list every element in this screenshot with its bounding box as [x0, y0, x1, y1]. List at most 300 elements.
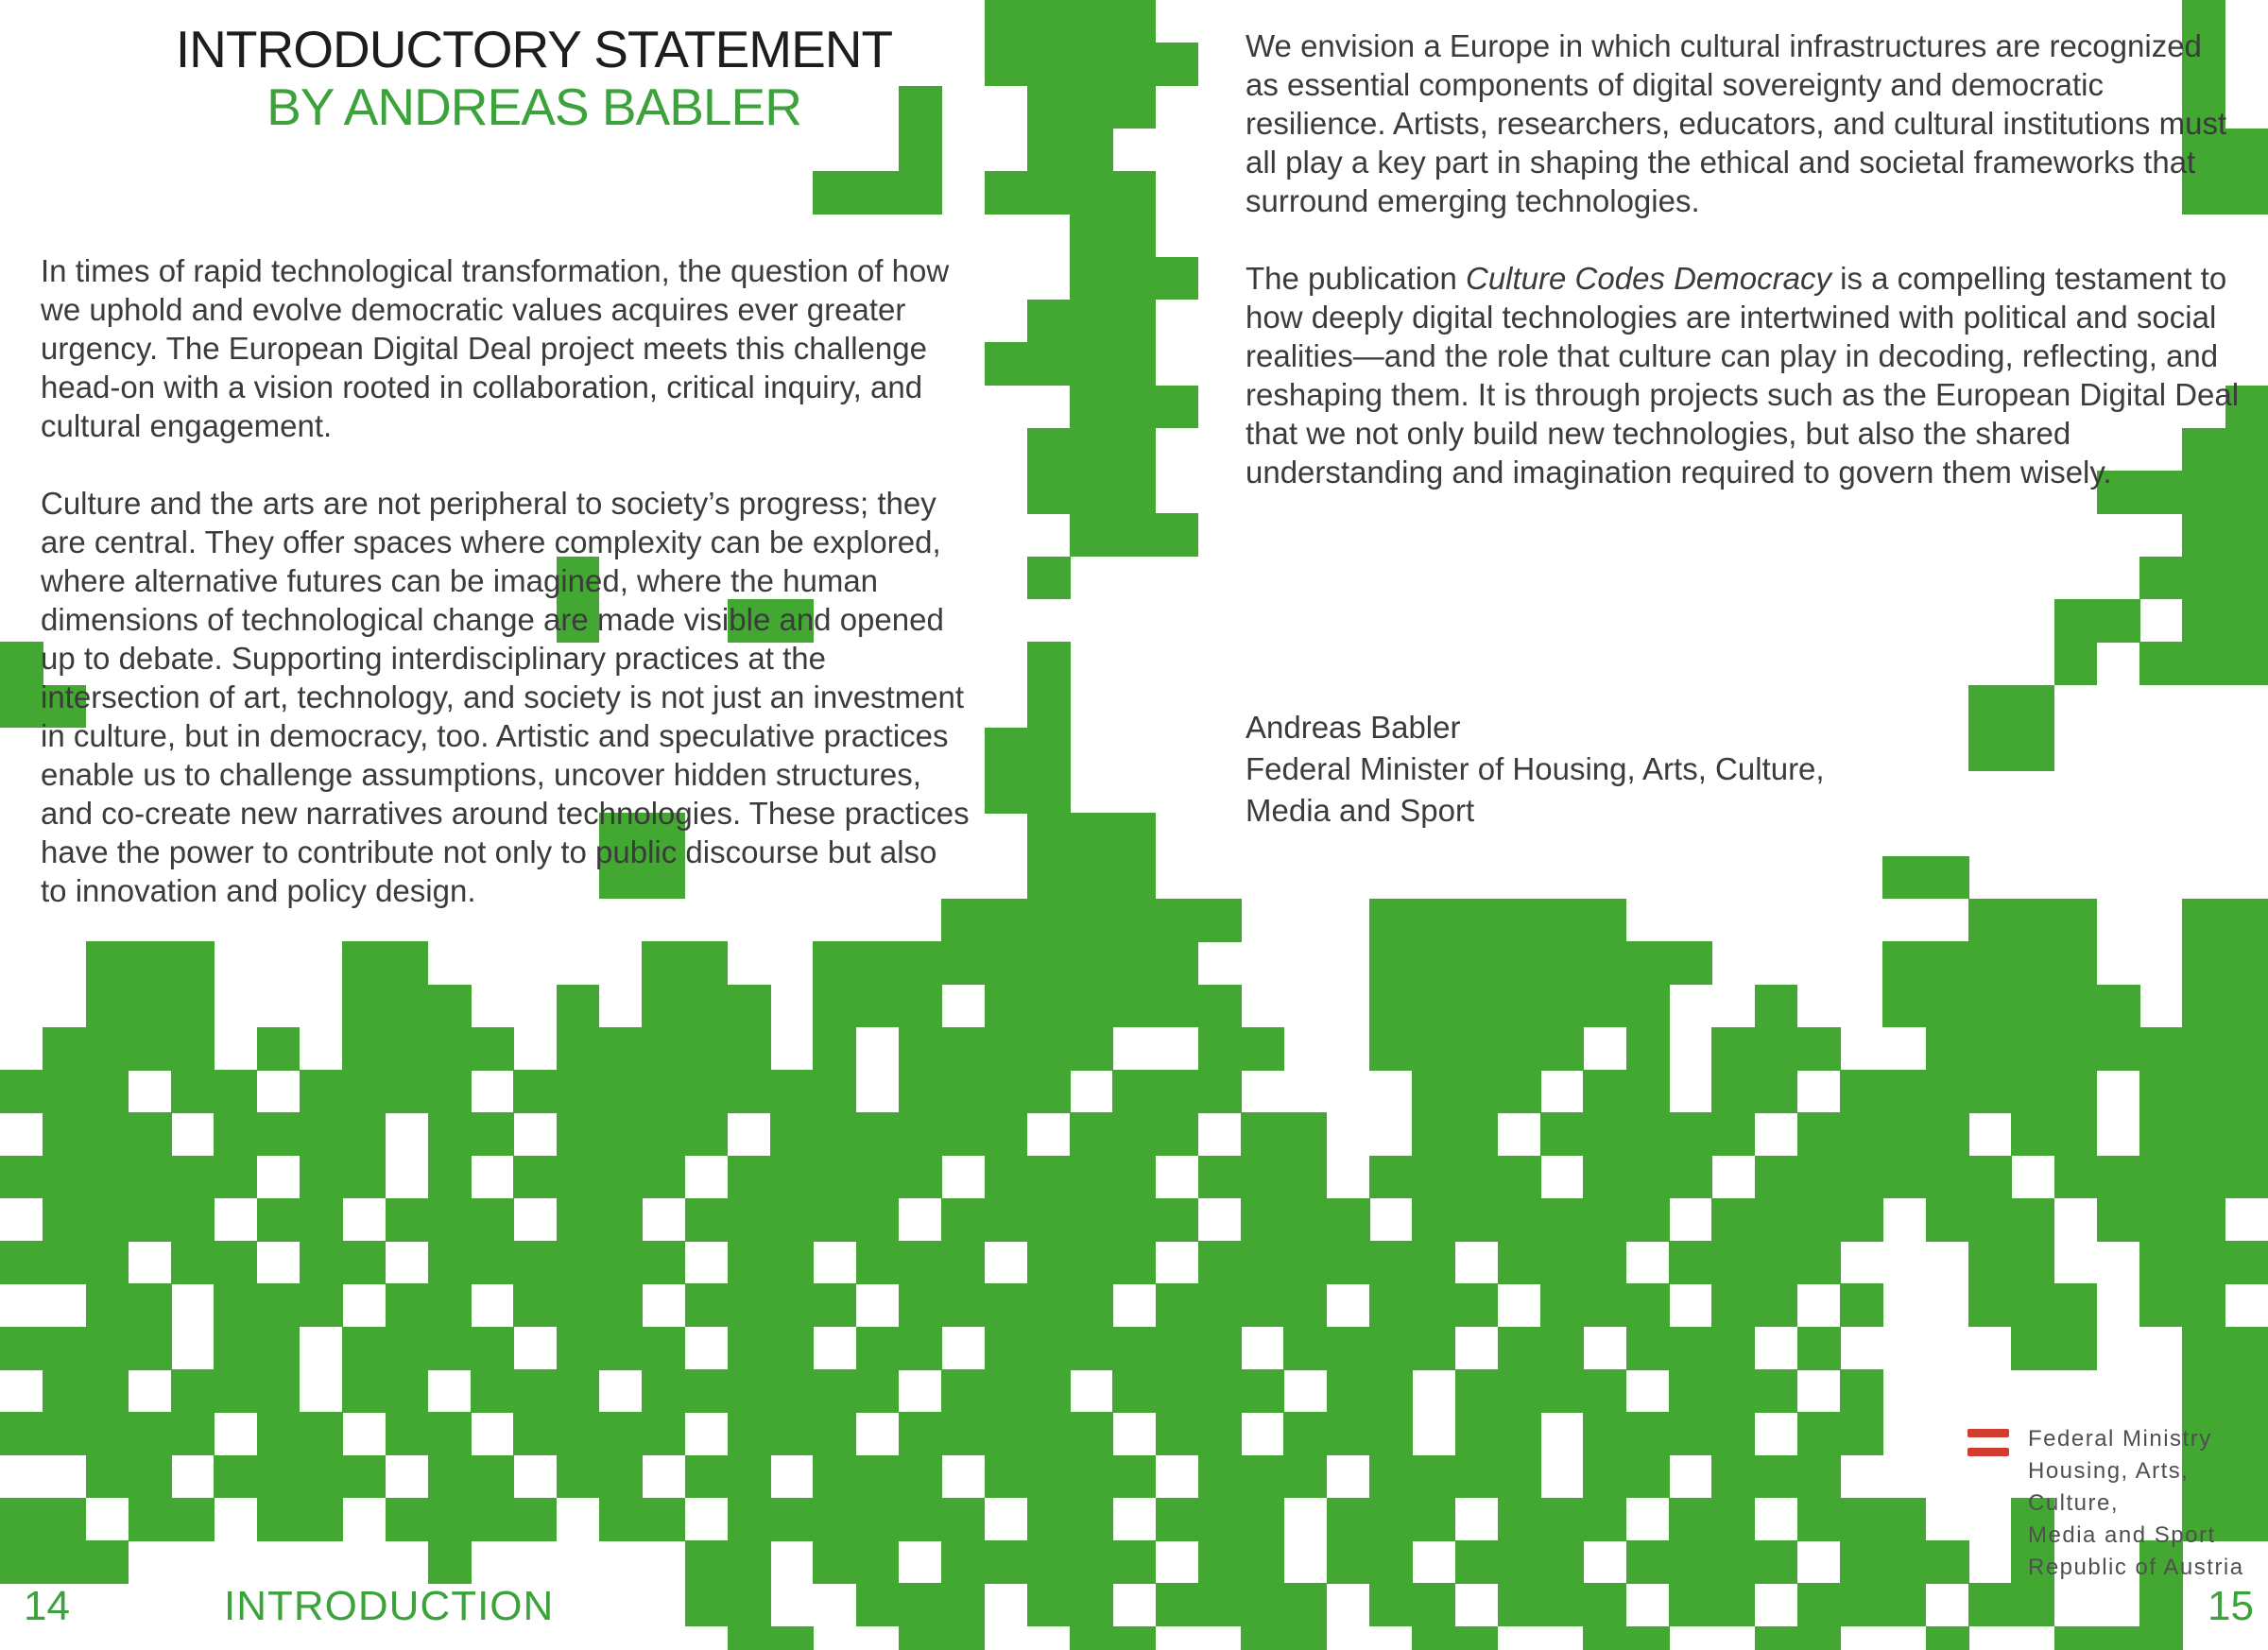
pattern-cell [941, 1583, 985, 1626]
signature-block [1246, 707, 2096, 832]
pattern-cell [300, 1241, 343, 1284]
pattern-cell [1283, 1626, 1327, 1650]
pattern-cell [1412, 985, 1455, 1028]
pattern-cell [1583, 1626, 1626, 1650]
pattern-cell [129, 1198, 172, 1242]
pattern-cell [1070, 1283, 1113, 1327]
pattern-cell [1027, 685, 1071, 729]
pattern-cell [43, 1327, 86, 1370]
pattern-cell [2054, 941, 2098, 985]
pattern-cell [1070, 813, 1113, 856]
pattern-cell [300, 1412, 343, 1455]
pattern-cell [899, 1455, 942, 1499]
pattern-cell [0, 1498, 43, 1541]
pattern-cell [214, 1070, 257, 1113]
pattern-cell [1455, 941, 1499, 985]
pattern-cell [685, 1455, 729, 1499]
right-column-text [1246, 26, 2242, 530]
pattern-cell [2139, 1283, 2183, 1327]
pattern-cell [1241, 1498, 1284, 1541]
pattern-cell [2139, 1070, 2183, 1113]
pattern-cell [557, 1369, 600, 1413]
pattern-cell [899, 1027, 942, 1071]
pattern-cell [342, 1070, 386, 1113]
pattern-cell [1027, 171, 1071, 215]
pattern-cell [1156, 1369, 1199, 1413]
pattern-cell [1498, 1540, 1541, 1584]
pattern-cell [728, 1327, 771, 1370]
pattern-cell [129, 1455, 172, 1499]
pattern-cell [1369, 1283, 1413, 1327]
pattern-cell [2097, 985, 2140, 1028]
pattern-cell [2011, 941, 2054, 985]
pattern-cell [1369, 1027, 1413, 1071]
pattern-cell [1156, 985, 1199, 1028]
pattern-cell [899, 1583, 942, 1626]
pattern-cell [386, 1369, 429, 1413]
pattern-cell [1027, 86, 1071, 129]
pattern-cell [941, 1369, 985, 1413]
pattern-cell [257, 1027, 301, 1071]
pattern-cell [1070, 86, 1113, 129]
pattern-cell [428, 1070, 472, 1113]
pattern-cell [813, 1156, 856, 1199]
pattern-cell [1797, 1412, 1841, 1455]
intro-paragraph-1: In times of rapid technological transformation, the question of how we uphold and evolve democratic values acquires ever greater urgency. The European Digital Deal project meets this challenge head-on with a vision rooted in collaboration, critical inquiry, and cultural engagement. [41, 253, 950, 443]
pattern-cell [985, 1156, 1028, 1199]
pattern-cell [43, 1540, 86, 1584]
pattern-cell [1412, 1070, 1455, 1113]
pattern-cell [86, 1198, 129, 1242]
pattern-cell [856, 1583, 900, 1626]
pattern-cell [642, 1327, 685, 1370]
pattern-cell [1797, 1241, 1841, 1284]
pattern-cell [1070, 899, 1113, 942]
pattern-cell [1027, 856, 1071, 900]
pattern-cell [214, 1369, 257, 1413]
pattern-cell [1755, 1070, 1798, 1113]
pattern-cell [985, 1283, 1028, 1327]
pattern-cell [2054, 1626, 2098, 1650]
pattern-cell [257, 1112, 301, 1156]
pattern-cell [86, 1027, 129, 1071]
pattern-cell [1369, 941, 1413, 985]
pattern-cell [1112, 43, 1156, 86]
ministry-line2: Housing, Arts, Culture, [2028, 1458, 2190, 1516]
pattern-cell [557, 1198, 600, 1242]
pattern-cell [86, 1241, 129, 1284]
pattern-cell [642, 1241, 685, 1284]
pattern-cell [1070, 171, 1113, 215]
pattern-cell [1583, 941, 1626, 985]
pattern-cell [985, 1369, 1028, 1413]
pattern-cell [1968, 1198, 2012, 1242]
pattern-cell [428, 1498, 472, 1541]
pattern-cell [1711, 1327, 1755, 1370]
pattern-cell [1198, 1455, 1242, 1499]
pattern-cell [1540, 1198, 1584, 1242]
pattern-cell [728, 1283, 771, 1327]
pattern-cell [43, 1156, 86, 1199]
pattern-cell [1498, 1498, 1541, 1541]
pattern-cell [985, 728, 1028, 771]
pattern-cell [1455, 1070, 1499, 1113]
pattern-cell [2097, 1626, 2140, 1650]
pattern-cell [899, 1327, 942, 1370]
pattern-cell [1198, 985, 1242, 1028]
pattern-cell [599, 1070, 643, 1113]
pattern-cell [1412, 1027, 1455, 1071]
pattern-cell [1412, 1626, 1455, 1650]
pattern-cell [1540, 1241, 1584, 1284]
pattern-cell [1626, 1283, 1670, 1327]
pattern-cell [2011, 1283, 2054, 1327]
pattern-cell [471, 1498, 514, 1541]
pattern-cell [813, 1283, 856, 1327]
pattern-cell [43, 1412, 86, 1455]
pattern-cell [2225, 1027, 2268, 1071]
pattern-cell [1027, 941, 1071, 985]
pattern-cell [428, 1112, 472, 1156]
pattern-cell [1241, 1455, 1284, 1499]
section-label: INTRODUCTION [224, 1583, 555, 1629]
pattern-cell [1156, 1070, 1199, 1113]
pattern-cell [86, 1112, 129, 1156]
pattern-cell [1241, 1583, 1284, 1626]
pattern-cell [2054, 1283, 2098, 1327]
pattern-cell [2011, 1070, 2054, 1113]
pattern-cell [985, 1327, 1028, 1370]
pattern-cell [813, 1070, 856, 1113]
ministry-logo [1967, 1423, 2251, 1584]
pattern-cell [0, 642, 43, 685]
pattern-cell [2225, 557, 2268, 600]
pattern-cell [941, 1241, 985, 1284]
pattern-cell [985, 941, 1028, 985]
pattern-cell [1027, 1070, 1071, 1113]
pattern-cell [2054, 1027, 2098, 1071]
pattern-cell [813, 985, 856, 1028]
pattern-cell [1070, 129, 1113, 172]
pattern-cell [1882, 1112, 1926, 1156]
pattern-cell [171, 1498, 215, 1541]
pattern-cell [1027, 1583, 1071, 1626]
pattern-cell [214, 1112, 257, 1156]
pattern-cell [1156, 386, 1199, 429]
pattern-cell [1027, 985, 1071, 1028]
pattern-cell [1755, 1455, 1798, 1499]
pattern-cell [300, 1198, 343, 1242]
pattern-cell [1455, 985, 1499, 1028]
pattern-cell [342, 1241, 386, 1284]
pattern-cell [1198, 1327, 1242, 1370]
pattern-cell [1797, 1156, 1841, 1199]
pattern-cell [899, 1283, 942, 1327]
pattern-cell [1755, 1540, 1798, 1584]
pattern-cell [856, 985, 900, 1028]
pattern-cell [1755, 1626, 1798, 1650]
pattern-cell [1926, 1112, 1969, 1156]
pattern-cell [1455, 1156, 1499, 1199]
pattern-cell [1027, 813, 1071, 856]
pattern-cell [599, 1156, 643, 1199]
ministry-line4: Republic of Austria [2028, 1555, 2244, 1580]
pattern-cell [770, 1241, 814, 1284]
pattern-cell [813, 1498, 856, 1541]
left-column-text [41, 251, 971, 949]
pattern-cell [1283, 1583, 1327, 1626]
pattern-cell [770, 1626, 814, 1650]
pattern-cell [685, 1583, 729, 1626]
pattern-cell [728, 1626, 771, 1650]
pattern-cell [2225, 941, 2268, 985]
pattern-cell [1926, 856, 1969, 900]
pattern-cell [941, 1112, 985, 1156]
pattern-cell [1283, 1112, 1327, 1156]
pattern-cell [1797, 1112, 1841, 1156]
pattern-cell [770, 1112, 814, 1156]
pattern-cell [43, 1027, 86, 1071]
pattern-cell [557, 1070, 600, 1113]
pattern-cell [1926, 1027, 1969, 1071]
pattern-cell [1669, 1369, 1712, 1413]
pattern-cell [985, 1412, 1028, 1455]
pattern-cell [985, 985, 1028, 1028]
pattern-cell [899, 1498, 942, 1541]
pattern-cell [43, 1241, 86, 1284]
pattern-cell [0, 1241, 43, 1284]
pattern-cell [1283, 1198, 1327, 1242]
pattern-cell [599, 1198, 643, 1242]
pattern-cell [770, 1327, 814, 1370]
pattern-cell [1840, 1283, 1883, 1327]
pattern-cell [685, 1283, 729, 1327]
pattern-cell [599, 1498, 643, 1541]
pattern-cell [1027, 1198, 1071, 1242]
austrian-flag-icon [1967, 1429, 2009, 1457]
pattern-cell [813, 1027, 856, 1071]
pattern-cell [2139, 1156, 2183, 1199]
pattern-cell [985, 899, 1028, 942]
pattern-cell [1027, 1027, 1071, 1071]
pattern-cell [257, 1283, 301, 1327]
pattern-cell [1711, 1027, 1755, 1071]
pattern-cell [1412, 1283, 1455, 1327]
pattern-cell [513, 1241, 557, 1284]
pattern-cell [1669, 1412, 1712, 1455]
pattern-cell [386, 1198, 429, 1242]
pattern-cell [129, 1027, 172, 1071]
pattern-cell [1540, 1112, 1584, 1156]
pattern-cell [1540, 941, 1584, 985]
pattern-cell [557, 1283, 600, 1327]
pattern-cell [1283, 1412, 1327, 1455]
pattern-cell [728, 985, 771, 1028]
pattern-cell [2225, 1070, 2268, 1113]
pattern-cell [214, 1455, 257, 1499]
pattern-cell [642, 1027, 685, 1071]
pattern-cell [1369, 1156, 1413, 1199]
pattern-cell [386, 1070, 429, 1113]
pattern-cell [2139, 1112, 2183, 1156]
pattern-cell [1327, 1498, 1370, 1541]
pattern-cell [428, 1455, 472, 1499]
pattern-cell [1241, 1540, 1284, 1584]
pattern-cell [2054, 899, 2098, 942]
pattern-cell [0, 685, 43, 729]
pattern-cell [1112, 471, 1156, 514]
pattern-cell [43, 1070, 86, 1113]
pattern-cell [0, 1070, 43, 1113]
pattern-cell [1070, 1498, 1113, 1541]
pattern-cell [1412, 1327, 1455, 1370]
pattern-cell [2139, 1241, 2183, 1284]
pattern-cell [856, 1540, 900, 1584]
pattern-cell [1498, 1455, 1541, 1499]
pattern-cell [171, 1070, 215, 1113]
pattern-cell [342, 1369, 386, 1413]
pattern-cell [2054, 1112, 2098, 1156]
pattern-cell [770, 1498, 814, 1541]
pattern-cell [171, 1412, 215, 1455]
pattern-cell [257, 1327, 301, 1370]
pattern-cell [1540, 1583, 1584, 1626]
pattern-cell [1626, 1070, 1670, 1113]
pattern-cell [43, 1112, 86, 1156]
pattern-cell [813, 171, 856, 215]
pattern-cell [2097, 1027, 2140, 1071]
pattern-cell [2225, 1241, 2268, 1284]
pattern-cell [1156, 257, 1199, 301]
statement-paragraph-1: We envision a Europe in which cultural infrastructures are recognized as essential components of digital sovereignty and democratic resilience. Artists, researchers, educators, and cultural institutions must all play a key part in shaping the ethical and societal frameworks that surround emerging technologies. [1246, 28, 2227, 218]
pattern-cell [1755, 985, 1798, 1028]
pattern-cell [1369, 1540, 1413, 1584]
pattern-cell [1241, 1241, 1284, 1284]
pattern-cell [899, 1626, 942, 1650]
pattern-cell [1112, 257, 1156, 301]
pattern-cell [1027, 1455, 1071, 1499]
pattern-cell [985, 1198, 1028, 1242]
pattern-cell [86, 1327, 129, 1370]
pattern-cell [941, 1027, 985, 1071]
pattern-cell [129, 1498, 172, 1541]
pattern-cell [1412, 1498, 1455, 1541]
pattern-cell [2182, 1198, 2225, 1242]
pattern-cell [1669, 1327, 1712, 1370]
pattern-cell [2054, 642, 2098, 685]
pattern-cell [1156, 1583, 1199, 1626]
pattern-cell [1840, 1198, 1883, 1242]
pattern-cell [1797, 1583, 1841, 1626]
pattern-cell [599, 1283, 643, 1327]
pattern-cell [899, 1070, 942, 1113]
pattern-cell [1070, 386, 1113, 429]
pattern-cell [1711, 1455, 1755, 1499]
pattern-cell [1968, 1583, 2012, 1626]
pattern-cell [1882, 1070, 1926, 1113]
pattern-cell [728, 1412, 771, 1455]
pattern-cell [1840, 1583, 1883, 1626]
pattern-cell [1027, 899, 1071, 942]
pattern-cell [129, 1327, 172, 1370]
pattern-cell [86, 1540, 129, 1584]
pattern-cell [2225, 1156, 2268, 1199]
pattern-cell [257, 1455, 301, 1499]
pattern-cell [1882, 1540, 1926, 1584]
pattern-cell [1241, 1156, 1284, 1199]
pattern-cell [86, 1156, 129, 1199]
pattern-cell [513, 1498, 557, 1541]
pattern-cell [1112, 513, 1156, 557]
pattern-cell [985, 1540, 1028, 1584]
pattern-cell [1755, 1241, 1798, 1284]
pattern-cell [1498, 1583, 1541, 1626]
pattern-cell [1241, 1112, 1284, 1156]
pattern-cell [685, 985, 729, 1028]
pattern-cell [1540, 1283, 1584, 1327]
pattern-cell [1840, 1412, 1883, 1455]
pattern-cell [300, 1156, 343, 1199]
pattern-cell [1840, 1112, 1883, 1156]
pattern-cell [0, 1540, 43, 1584]
pattern-cell [557, 1327, 600, 1370]
signature-name: Andreas Babler [1246, 710, 1461, 745]
pattern-cell [1498, 985, 1541, 1028]
pattern-cell [1498, 1241, 1541, 1284]
pattern-cell [2139, 1626, 2183, 1650]
pattern-cell [1027, 728, 1071, 771]
pattern-cell [1968, 1241, 2012, 1284]
pattern-cell [1070, 1455, 1113, 1499]
pattern-cell [728, 1455, 771, 1499]
pattern-cell [1241, 1198, 1284, 1242]
pattern-cell [642, 1412, 685, 1455]
pattern-cell [1498, 1198, 1541, 1242]
pattern-cell [513, 1369, 557, 1413]
pattern-cell [1112, 1070, 1156, 1113]
pattern-cell [1583, 1283, 1626, 1327]
pattern-cell [2011, 1198, 2054, 1242]
pattern-cell [1070, 43, 1113, 86]
pattern-cell [642, 1070, 685, 1113]
pattern-cell [1797, 1198, 1841, 1242]
pattern-cell [1926, 1070, 1969, 1113]
pattern-cell [1540, 1540, 1584, 1584]
pattern-cell [642, 1112, 685, 1156]
pattern-cell [214, 1156, 257, 1199]
pattern-cell [43, 1369, 86, 1413]
pattern-cell [1626, 1198, 1670, 1242]
pattern-cell [2054, 1070, 2098, 1113]
pattern-cell [1926, 941, 1969, 985]
pattern-cell [1498, 899, 1541, 942]
pattern-cell [1926, 1198, 1969, 1242]
pattern-cell [257, 1498, 301, 1541]
pattern-cell [1327, 1369, 1370, 1413]
pattern-cell [1070, 941, 1113, 985]
pattern-cell [1583, 985, 1626, 1028]
pattern-cell [2182, 1112, 2225, 1156]
pattern-cell [1626, 1412, 1670, 1455]
pattern-cell [2182, 557, 2225, 600]
pattern-cell [428, 1198, 472, 1242]
pattern-cell [342, 985, 386, 1028]
pattern-cell [1626, 1626, 1670, 1650]
pattern-cell [1882, 856, 1926, 900]
pattern-cell [685, 1369, 729, 1413]
pattern-cell [1369, 1369, 1413, 1413]
flag-bar-red-bottom [1967, 1448, 2009, 1456]
